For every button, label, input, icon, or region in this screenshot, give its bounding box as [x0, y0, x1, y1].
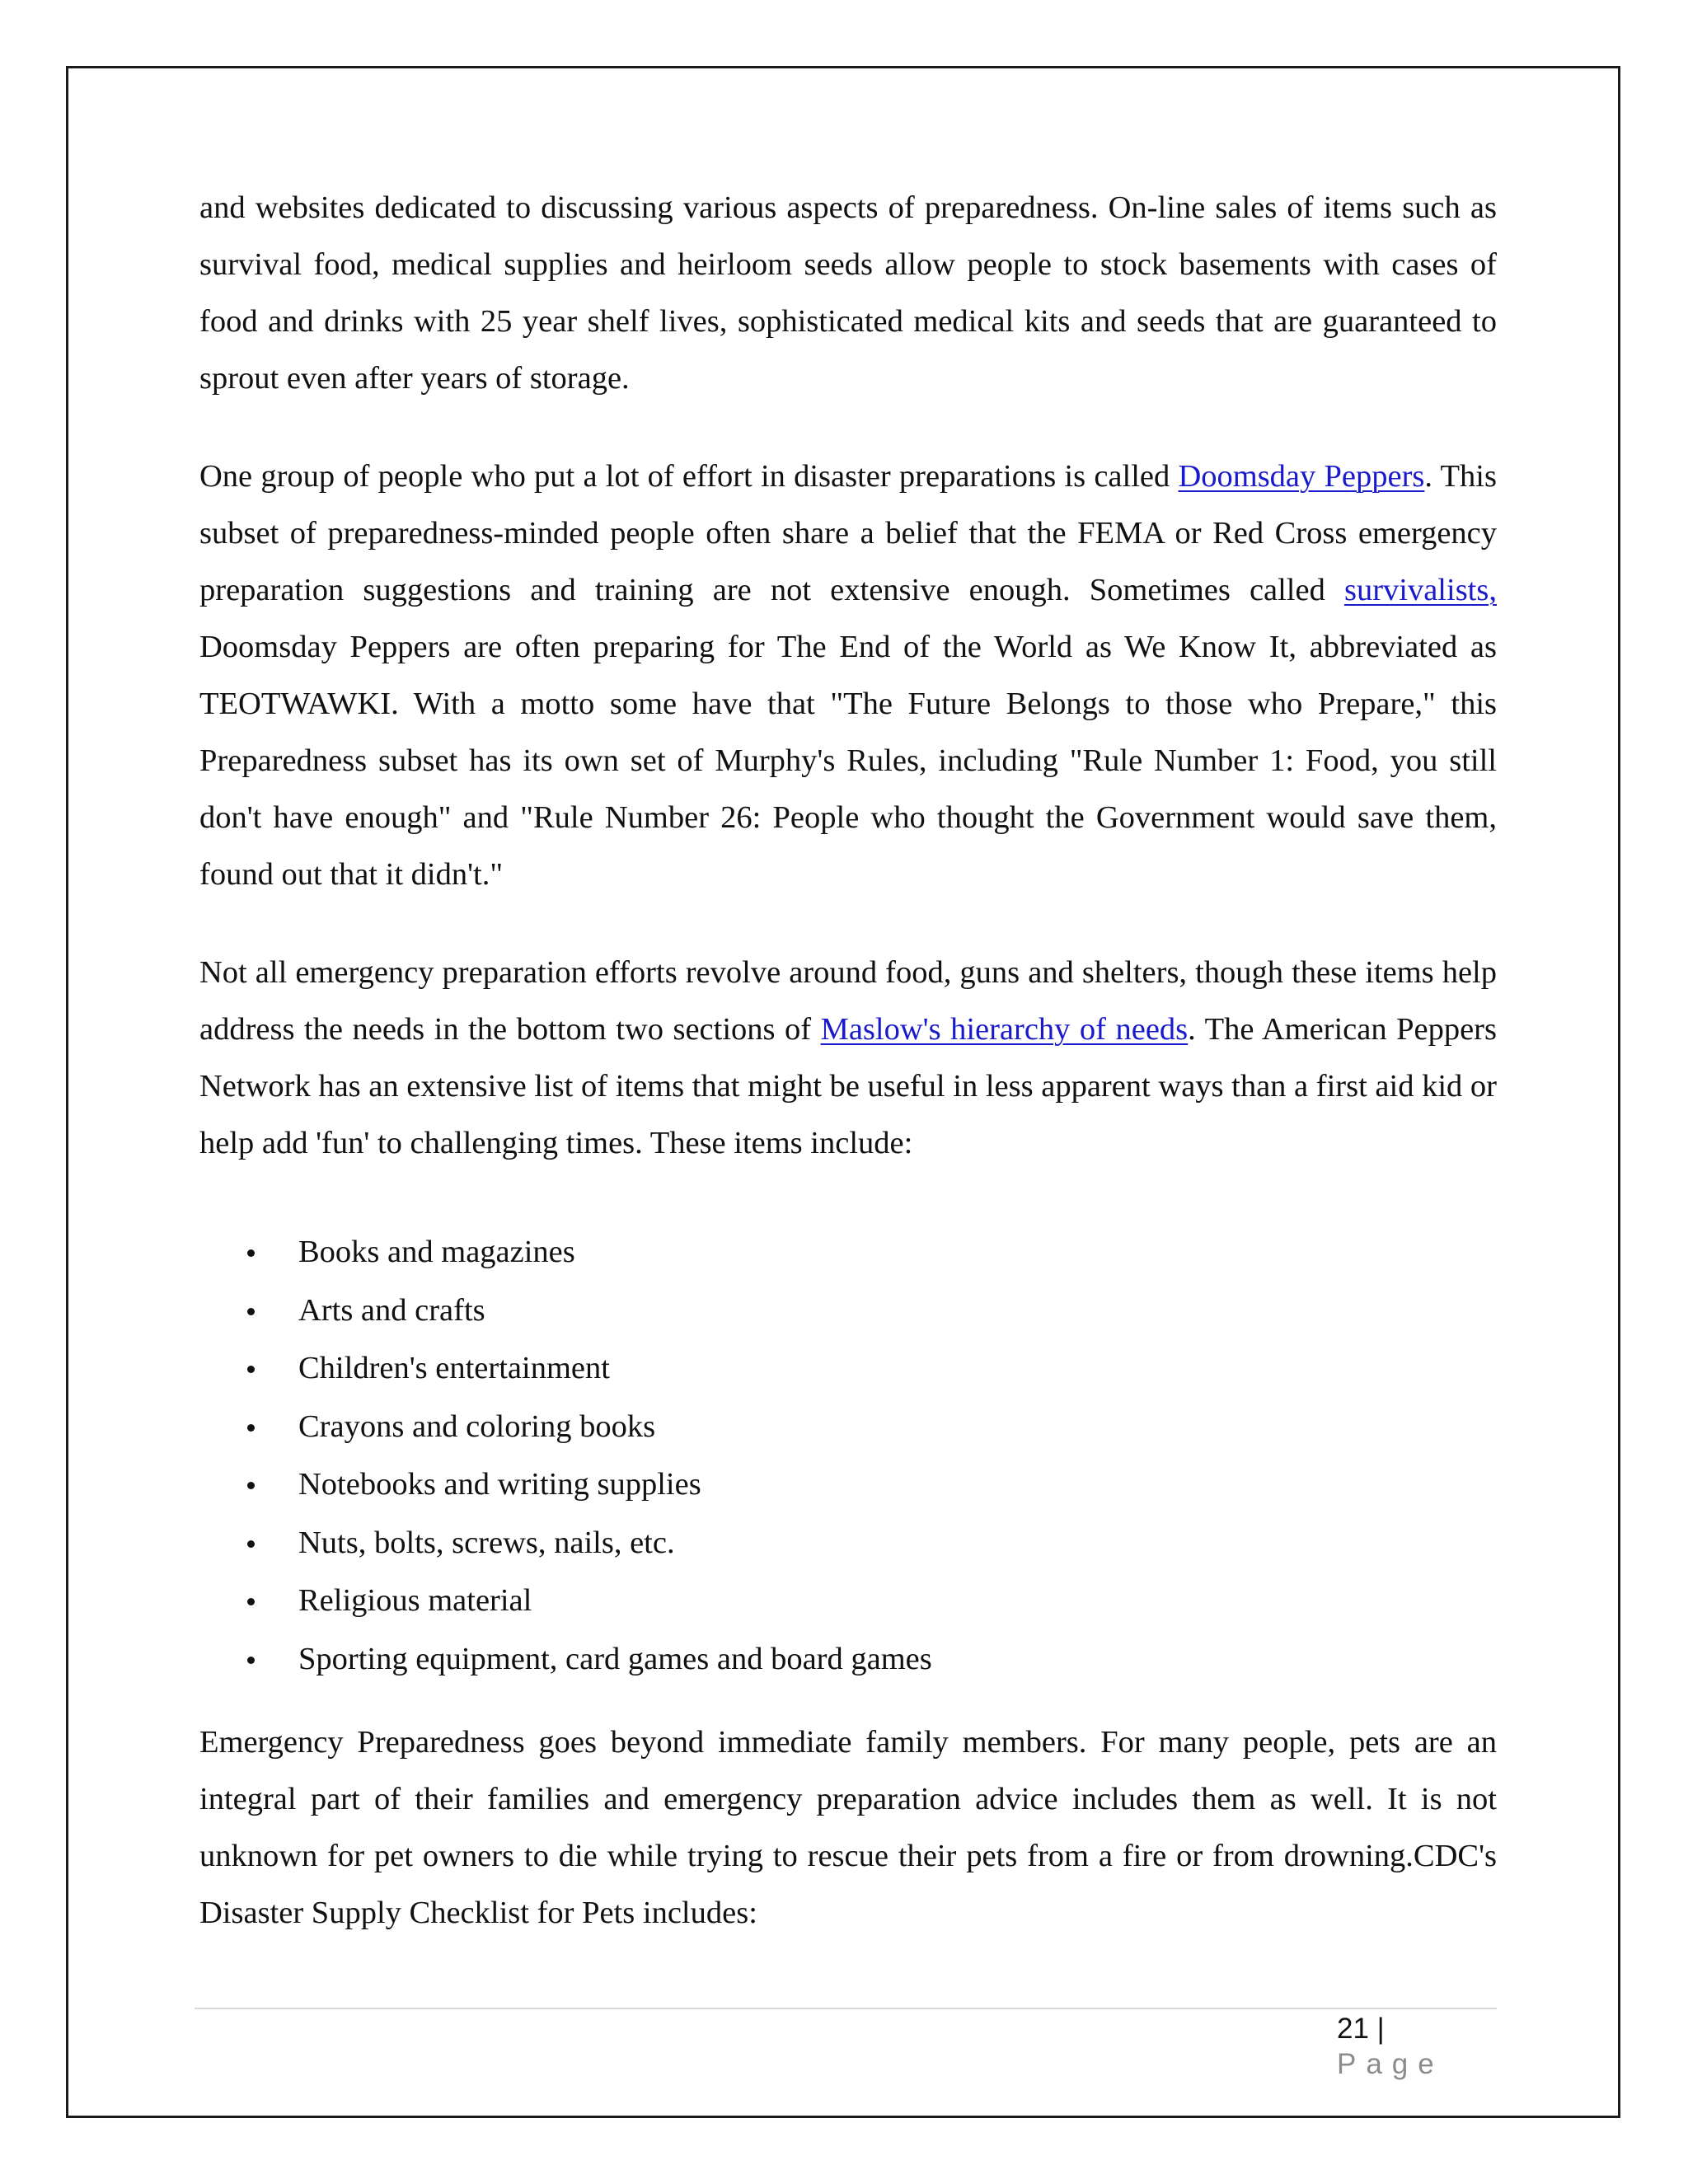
- list-item-text: Nuts, bolts, screws, nails, etc.: [298, 1525, 675, 1560]
- bullet-icon: [247, 1657, 255, 1664]
- bullet-icon: [247, 1482, 255, 1489]
- list-item-text: Books and magazines: [298, 1235, 575, 1269]
- page-number: 21: [1337, 2013, 1369, 2045]
- footer-divider: [195, 2008, 1497, 2009]
- paragraph-text: One group of people who put a lot of effort in disaster preparations is called: [199, 459, 1179, 494]
- paragraph-doomsday-peppers: [199, 448, 1497, 903]
- page-body: [199, 180, 1497, 1942]
- list-item-text: Sporting equipment, card games and board games: [298, 1641, 932, 1676]
- page-label: Page: [1337, 2048, 1444, 2080]
- list-item: [199, 1282, 1497, 1340]
- list-item-text: Crayons and coloring books: [298, 1408, 656, 1444]
- paragraph-text: . This subset of preparedness-minded people often share a belief that the FEMA or Red Cross emergency preparation suggestions and training are not extensive enough. Sometimes called: [199, 459, 1497, 607]
- items-bullet-list: [199, 1223, 1497, 1688]
- list-item-text: Arts and crafts: [298, 1292, 485, 1328]
- paragraph-maslow: [199, 944, 1497, 1172]
- bullet-icon: [247, 1540, 255, 1548]
- list-item: [199, 1398, 1497, 1456]
- maslow-hierarchy-link[interactable]: Maslow's hierarchy of needs: [820, 1012, 1189, 1047]
- bullet-icon: [247, 1366, 255, 1373]
- bullet-icon: [247, 1249, 255, 1257]
- page-footer: [1337, 2011, 1477, 2082]
- survivalists-link[interactable]: survivalists,: [1343, 573, 1497, 607]
- paragraph-websites: and websites dedicated to discussing various aspects of preparedness. On-line sales of items such as survival food, medical supplies and heirloom seeds allow people to stock basements with cases of food and drinks with 25 year shelf lives, sophisticated medical kits and seeds that are guaranteed to sprout even after years of storage.: [199, 190, 1497, 396]
- list-item: [199, 1455, 1497, 1514]
- footer-separator: |: [1376, 2013, 1385, 2045]
- bullet-icon: [247, 1598, 255, 1605]
- list-item: [199, 1630, 1497, 1689]
- list-item: [199, 1514, 1497, 1572]
- paragraph-text: . The American Peppers Network has an extensive list of items that might be useful in less apparent ways than a first aid kid or help add 'fun' to challenging times. These items include:: [199, 1012, 1497, 1160]
- paragraph-text: Not all emergency preparation efforts revolve around food, guns and shelters, though these items help address the needs in the bottom two sections of: [199, 955, 1497, 1047]
- list-item-text: Children's entertainment: [298, 1351, 610, 1385]
- bullet-icon: [247, 1424, 255, 1432]
- bullet-icon: [247, 1308, 255, 1315]
- paragraph-pets: Emergency Preparedness goes beyond immediate family members. For many people, pets are an integral part of their families and emergency preparation advice includes them as well. It is not unknown for pet owners to die while trying to rescue their pets from a fire or from drowning.CDC's Disaster Supply Checklist for Pets includes:: [199, 1725, 1497, 1930]
- list-item: [199, 1223, 1497, 1282]
- list-item-text: Religious material: [298, 1583, 532, 1618]
- doomsday-peppers-link[interactable]: Doomsday Peppers: [1178, 459, 1425, 494]
- list-item-text: Notebooks and writing supplies: [298, 1467, 701, 1502]
- list-item: [199, 1339, 1497, 1398]
- paragraph-text: Doomsday Peppers are often preparing for The End of the World as We Know It, abbreviated as TEOTWAWKI. With a motto some have that "The Future Belongs to those who Prepare," this Preparedness subset has its own set of Murphy's Rules, including "Rule Number 1: Food, you still don't have enough" and "Rule Number 26: People who thought the Government would save them, found out that it didn't.": [199, 630, 1497, 892]
- list-item: [199, 1572, 1497, 1630]
